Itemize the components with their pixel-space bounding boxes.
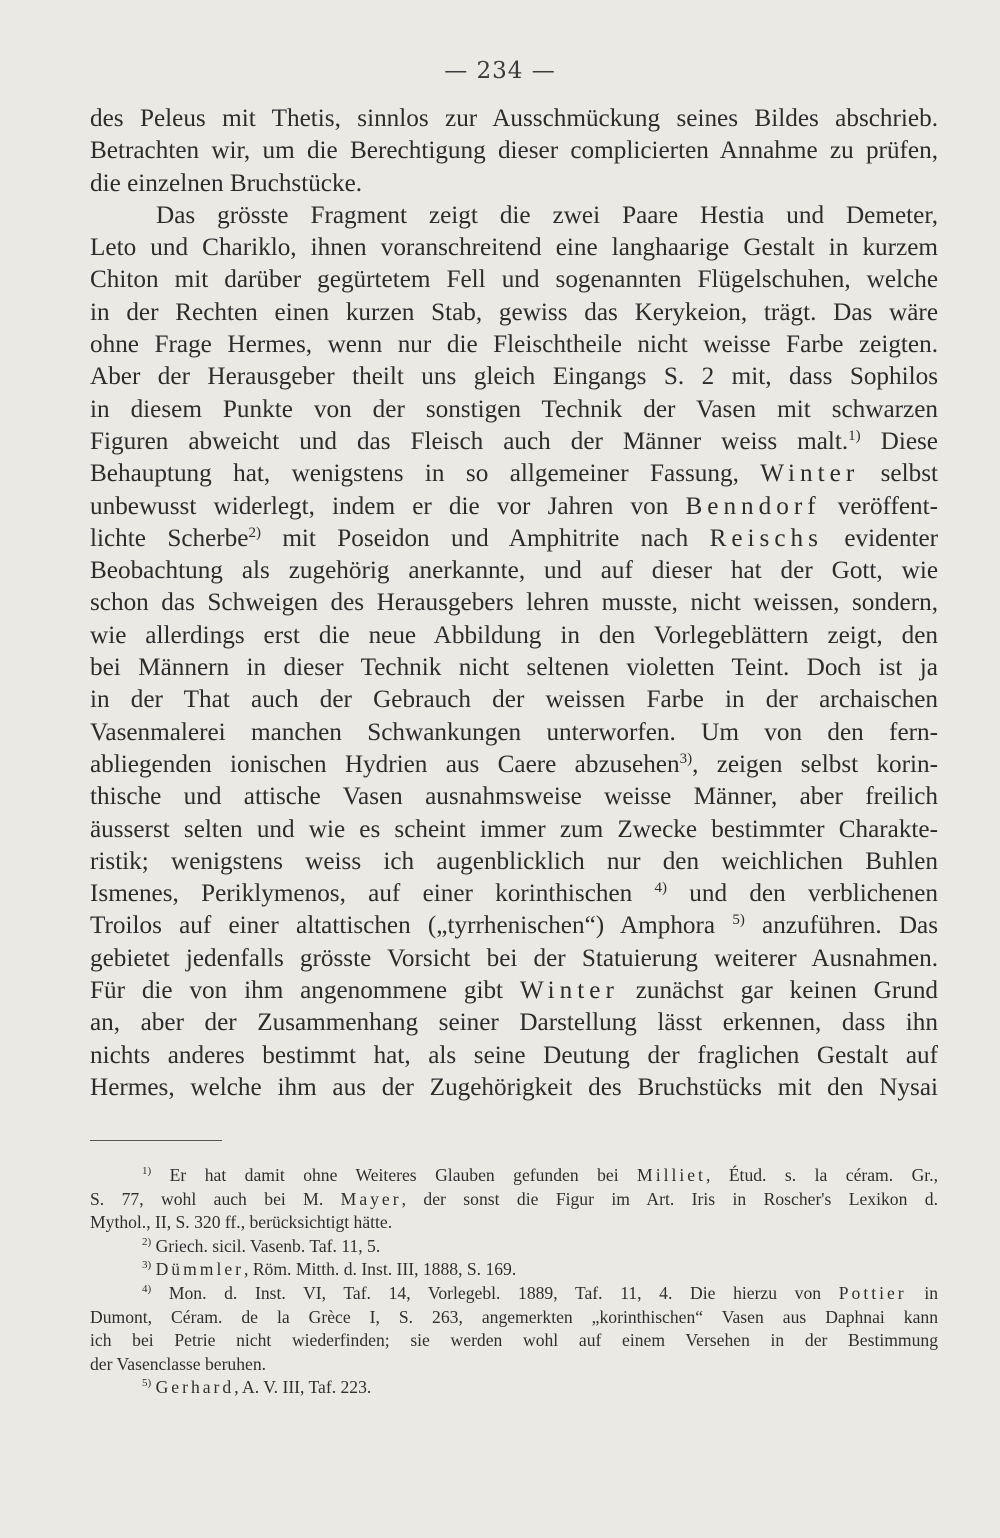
footnote-mark: 2) <box>142 1235 152 1248</box>
footnote-ref: 3) <box>679 750 693 767</box>
author-name: Dümmler <box>155 1259 245 1280</box>
text-span: Für die von ihm angenommene gibt <box>90 977 504 1005</box>
text-span: lichte Scherbe <box>90 524 249 552</box>
footnote-text: , der sonst die Figur im Art. Iris in Roscher's Lexikon d. <box>401 1188 938 1209</box>
text-line <box>90 910 938 942</box>
footnote-ref: 1) <box>848 427 861 444</box>
footnote-2 <box>90 1235 938 1259</box>
footnote-text: in <box>924 1282 938 1303</box>
footnotes <box>90 1164 938 1400</box>
text-line: ohne Frage Hermes, wenn nur die Fleischtheile nicht weisse Farbe zeigten. <box>90 331 938 359</box>
text-span: Diese <box>880 427 938 455</box>
text-line: Leto und Chariklo, ihnen voranschreitend eine langhaarige Gestalt in kurzem <box>90 234 938 262</box>
footnote-text: Griech. sicil. Vasenb. Taf. 11, 5. <box>155 1235 381 1256</box>
text-line: gebietet jedenfalls grösste Vorsicht bei der Statuierung weiterer Ausnahmen. <box>90 944 938 972</box>
footnote-text: , Étud. s. la céram. Gr., <box>705 1165 938 1185</box>
author-name: Milliet <box>637 1165 706 1185</box>
text-span: evidenter <box>844 524 939 552</box>
footnote-mark: 5) <box>142 1377 152 1390</box>
text-span: Figuren abweicht und das Fleisch auch der Männer weiss malt. <box>90 427 849 455</box>
text-line: bei Männern in dieser Technik nicht seltenen violetten Teint. Doch ist ja <box>90 654 938 682</box>
footnote-ref: 2) <box>248 524 261 541</box>
text-line: in diesem Punkte von der sonstigen Technik der Vasen mit schwarzen <box>90 395 938 423</box>
text-line: Betrachten wir, um die Berechtigung dieser complicierten Annahme zu prüfen, <box>90 137 938 165</box>
author-name: Mayer <box>340 1188 402 1209</box>
text-line <box>90 458 938 490</box>
text-span: , zeigen selbst korin- <box>692 750 938 778</box>
text-line: wie allerdings erst die neue Abbildung in den Vorlegeblättern zeigt, den <box>90 621 938 649</box>
footnote-text: , A. V. III, Taf. 223. <box>234 1377 372 1398</box>
text-line <box>90 975 938 1007</box>
footnote-mark: 3) <box>142 1259 152 1272</box>
footnote-4 <box>90 1282 938 1306</box>
footnote-5 <box>90 1376 938 1400</box>
text-line: Hermes, welche ihm aus der Zugehörigkeit des Bruchstücks mit den Nysai <box>90 1073 938 1101</box>
text-span: zunächst gar keinen Grund <box>635 977 939 1005</box>
text-span: mit Poseidon und Amphitrite nach <box>282 524 689 552</box>
text-line: ristik; wenigstens weiss ich augenblicklich nur den weichlichen Buhlen <box>90 847 938 875</box>
text-line: die einzelnen Bruchstücke. <box>90 169 363 197</box>
text-line <box>90 491 938 523</box>
text-line <box>90 523 938 555</box>
author-name: Benndorf <box>685 492 821 520</box>
text-line: schon das Schweigen des Herausgebers lehren musste, nicht weissen, sondern, <box>90 589 938 617</box>
text-line: an, aber der Zusammenhang seiner Darstellung lässt erkennen, dass ihn <box>90 1009 938 1037</box>
author-name: Reischs <box>709 524 823 552</box>
text-line: äusserst selten und wie es scheint immer zum Zwecke bestimmter Charakte- <box>90 815 938 843</box>
footnote-mark: 4) <box>142 1282 152 1295</box>
footnote-text: S. 77, wohl auch bei M. <box>90 1188 324 1209</box>
text-line: in der That auch der Gebrauch der weissen Farbe in der archaischen <box>90 686 938 714</box>
text-span: Ismenes, Periklymenos, auf einer korinthischen <box>90 880 633 908</box>
text-line <box>90 749 938 781</box>
author-name: Winter <box>519 977 619 1005</box>
text-line: in der Rechten einen kurzen Stab, gewiss das Kerykeion, trägt. Das wäre <box>90 298 938 326</box>
footnote-divider <box>90 1140 222 1141</box>
footnote-1-line <box>90 1188 938 1212</box>
footnote-ref: 5) <box>732 912 745 929</box>
text-line <box>90 878 938 910</box>
text-line: Aber der Herausgeber theilt uns gleich Eingangs S. 2 mit, dass Sophilos <box>90 363 938 391</box>
text-span: unbewusst widerlegt, indem er die vor Jahren von <box>90 492 669 520</box>
text-line: thische und attische Vasen ausnahmsweise weisse Männer, aber freilich <box>90 783 938 811</box>
footnote-mark: 1) <box>142 1165 152 1177</box>
text-line: des Peleus mit Thetis, sinnlos zur Ausschmückung seines Bildes abschrieb. <box>90 105 938 132</box>
text-line: nichts anderes bestimmt hat, als seine Deutung der fraglichen Gestalt auf <box>90 1041 938 1069</box>
footnote-4-line: der Vasenclasse beruhen. <box>90 1353 267 1374</box>
footnote-3 <box>90 1258 938 1282</box>
author-name: Gerhard <box>155 1377 235 1398</box>
text-span: abliegenden ionischen Hydrien aus Caere abzusehen <box>90 750 680 778</box>
text-span: anzuführen. Das <box>762 912 938 940</box>
text-line: Beobachtung als zugehörig anerkannte, und auf dieser hat der Gott, wie <box>90 557 938 585</box>
text-span: selbst <box>880 460 938 488</box>
footnote-ref: 4) <box>654 880 668 897</box>
author-name: Pottier <box>838 1282 907 1303</box>
text-line: Vasenmalerei manchen Schwankungen unterworfen. Um von den fern- <box>90 718 938 746</box>
text-line <box>90 426 938 458</box>
text-line: Das grösste Fragment zeigt die zwei Paare Hestia und Demeter, <box>156 201 938 229</box>
text-span: Troilos auf einer altattischen („tyrrhenischen“) Amphora <box>90 912 716 940</box>
footnote-text: Mon. d. Inst. VI, Taf. 14, Vorlegebl. 1889, Taf. 11, 4. Die hierzu von <box>168 1282 822 1303</box>
main-text <box>90 103 938 1104</box>
footnote-1 <box>90 1164 938 1188</box>
footnote-text: Er hat damit ohne Weiteres Glauben gefunden bei <box>169 1165 619 1185</box>
author-name: Winter <box>760 460 860 488</box>
footnote-1-line: Mythol., II, S. 320 ff., berücksichtigt hätte. <box>90 1212 393 1233</box>
page-number: — 234 — <box>444 58 556 84</box>
footnote-text: , Röm. Mitth. d. Inst. III, 1888, S. 169. <box>244 1259 517 1280</box>
footnote-4-line: Dumont, Céram. de la Grèce I, S. 263, angemerkten „korinthischen“ Vasen aus Daphnai kann <box>90 1306 938 1327</box>
text-span: Behauptung hat, wenigstens in so allgemeiner Fassung, <box>90 460 739 488</box>
text-span: und den verblichenen <box>689 880 939 908</box>
footnote-4-line: ich bei Petrie nicht wiederfinden; sie werden wohl auf einem Versehen in der Bestimmung <box>90 1330 938 1351</box>
text-span: veröffent- <box>837 492 939 520</box>
text-line: Chiton mit darüber gegürtetem Fell und sogenannten Flügelschuhen, welche <box>90 266 938 294</box>
